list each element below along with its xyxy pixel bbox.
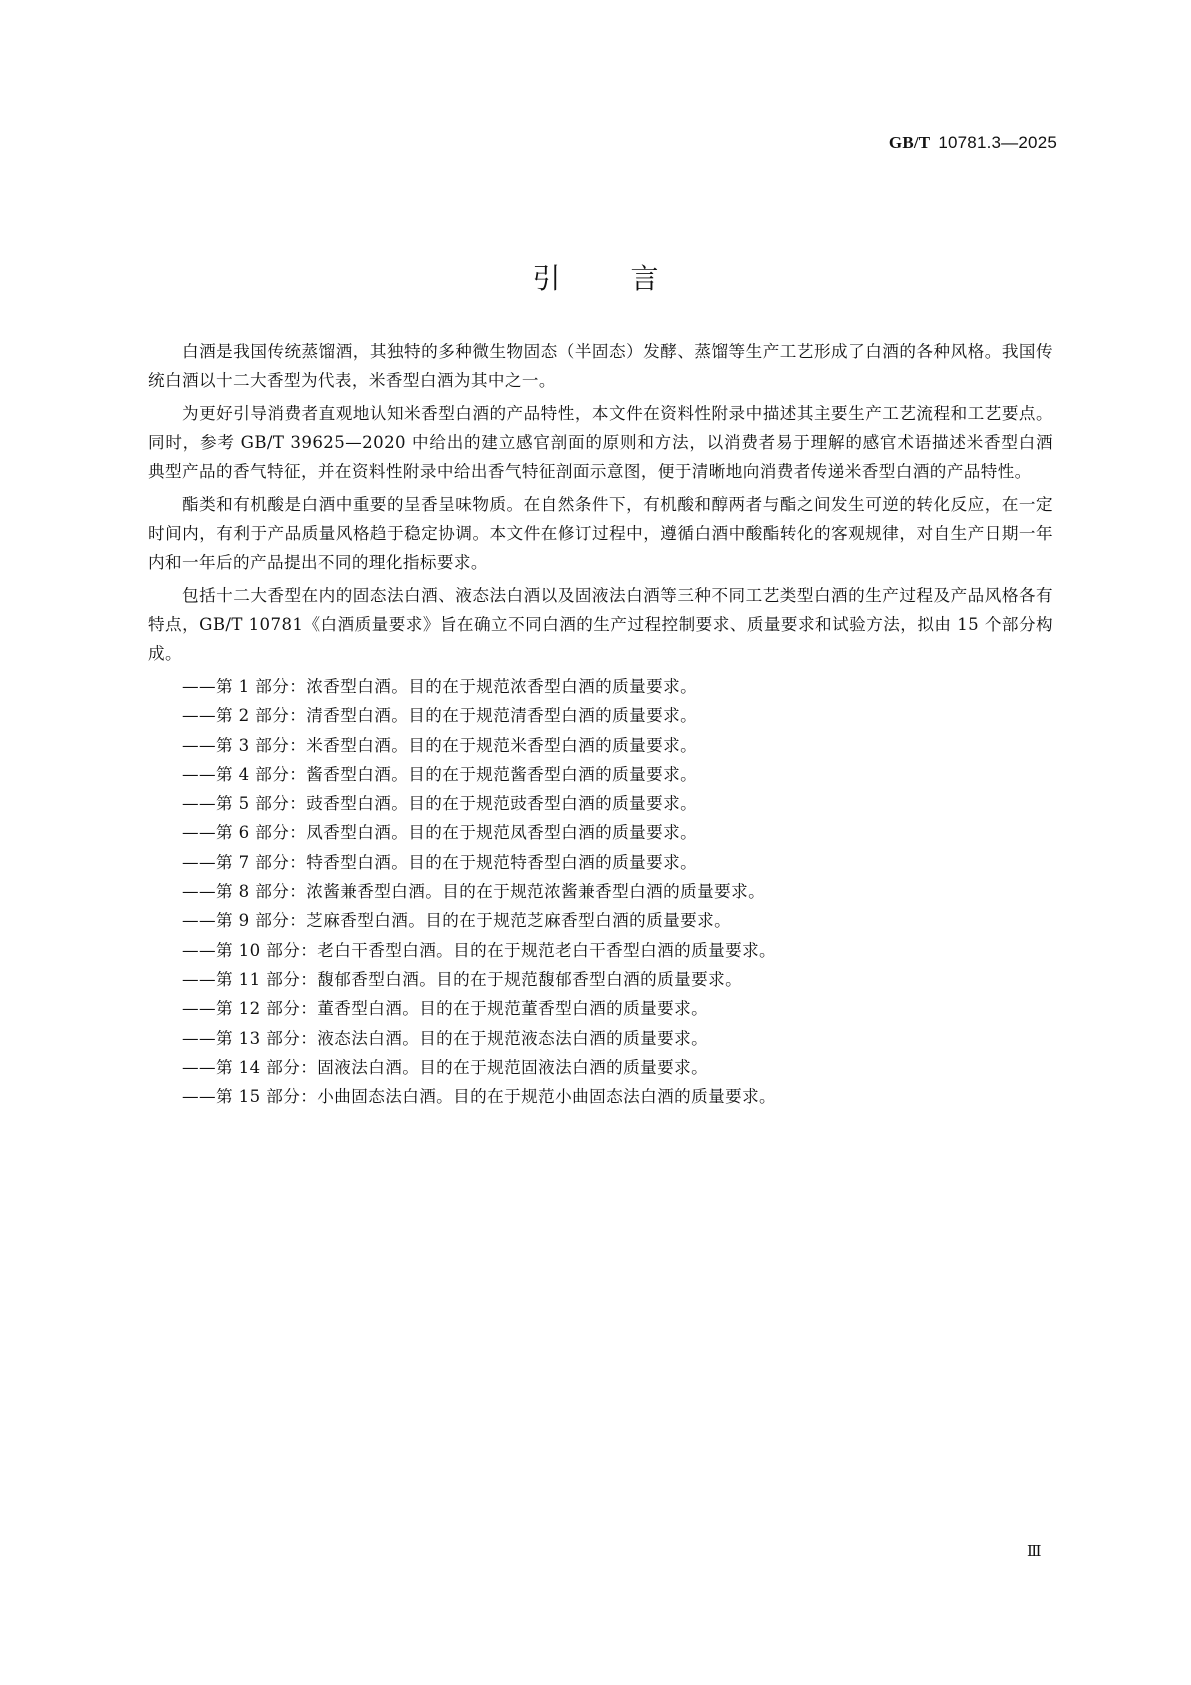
page-number: Ⅲ <box>1027 1544 1042 1560</box>
parts-list <box>148 672 1053 1111</box>
list-item: ——第 7 部分：特香型白酒。目的在于规范特香型白酒的质量要求。 <box>182 852 698 872</box>
list-item: ——第 5 部分：豉香型白酒。目的在于规范豉香型白酒的质量要求。 <box>182 794 698 814</box>
paragraph: 包括十二大香型在内的固态法白酒、液态法白酒以及固液法白酒等三种不同工艺类型白酒的生产过程及产品风格各有特点，GB/T 10781《白酒质量要求》旨在确立不同白酒的生产过程控制要求、质量要求和试验方法，拟由 15 个部分构成。 <box>148 586 1053 663</box>
list-item: ——第 13 部分：液态法白酒。目的在于规范液态法白酒的质量要求。 <box>182 1028 709 1048</box>
list-item: ——第 10 部分：老白干香型白酒。目的在于规范老白干香型白酒的质量要求。 <box>182 940 777 960</box>
list-item: ——第 9 部分：芝麻香型白酒。目的在于规范芝麻香型白酒的质量要求。 <box>182 911 732 931</box>
paragraph: 白酒是我国传统蒸馏酒，其独特的多种微生物固态（半固态）发酵、蒸馏等生产工艺形成了白酒的各种风格。我国传统白酒以十二大香型为代表，米香型白酒为其中之一。 <box>148 342 1053 390</box>
page-title-char-2: 言 <box>630 261 659 295</box>
standard-code-number: 10781.3—2025 <box>938 133 1057 152</box>
list-item: ——第 6 部分：凤香型白酒。目的在于规范凤香型白酒的质量要求。 <box>182 823 698 843</box>
list-item: ——第 2 部分：清香型白酒。目的在于规范清香型白酒的质量要求。 <box>182 706 698 726</box>
list-item: ——第 14 部分：固液法白酒。目的在于规范固液法白酒的质量要求。 <box>182 1057 709 1077</box>
list-item: ——第 11 部分：馥郁香型白酒。目的在于规范馥郁香型白酒的质量要求。 <box>182 969 743 989</box>
page-title-char-1: 引 <box>532 261 561 295</box>
standard-code-prefix: GB/T <box>888 133 931 152</box>
standard-code-header <box>889 133 1057 153</box>
list-item: ——第 15 部分：小曲固态法白酒。目的在于规范小曲固态法白酒的质量要求。 <box>182 1087 777 1107</box>
paragraph: 为更好引导消费者直观地认知米香型白酒的产品特性，本文件在资料性附录中描述其主要生产工艺流程和工艺要点。同时，参考 GB/T 39625—2020 中给出的建立感官剖面的原则和方法，以消费者易于理解的感官术语描述米香型白酒典型产品的香气特征，并在资料性附录中给出香气特征剖面示意图，便于清晰地向消费者传递米香型白酒的产品特性。 <box>148 404 1053 481</box>
list-item: ——第 8 部分：浓酱兼香型白酒。目的在于规范浓酱兼香型白酒的质量要求。 <box>182 882 766 902</box>
list-item: ——第 12 部分：董香型白酒。目的在于规范董香型白酒的质量要求。 <box>182 999 709 1019</box>
introduction-body <box>148 337 1053 1111</box>
list-item: ——第 3 部分：米香型白酒。目的在于规范米香型白酒的质量要求。 <box>182 735 698 755</box>
paragraph: 酯类和有机酸是白酒中重要的呈香呈味物质。在自然条件下，有机酸和醇两者与酯之间发生可逆的转化反应，在一定时间内，有利于产品质量风格趋于稳定协调。本文件在修订过程中，遵循白酒中酸酯转化的客观规律，对自生产日期一年内和一年后的产品提出不同的理化指标要求。 <box>148 495 1053 572</box>
list-item: ——第 4 部分：酱香型白酒。目的在于规范酱香型白酒的质量要求。 <box>182 764 698 784</box>
page-title <box>0 257 1191 297</box>
list-item: ——第 1 部分：浓香型白酒。目的在于规范浓香型白酒的质量要求。 <box>182 677 698 696</box>
